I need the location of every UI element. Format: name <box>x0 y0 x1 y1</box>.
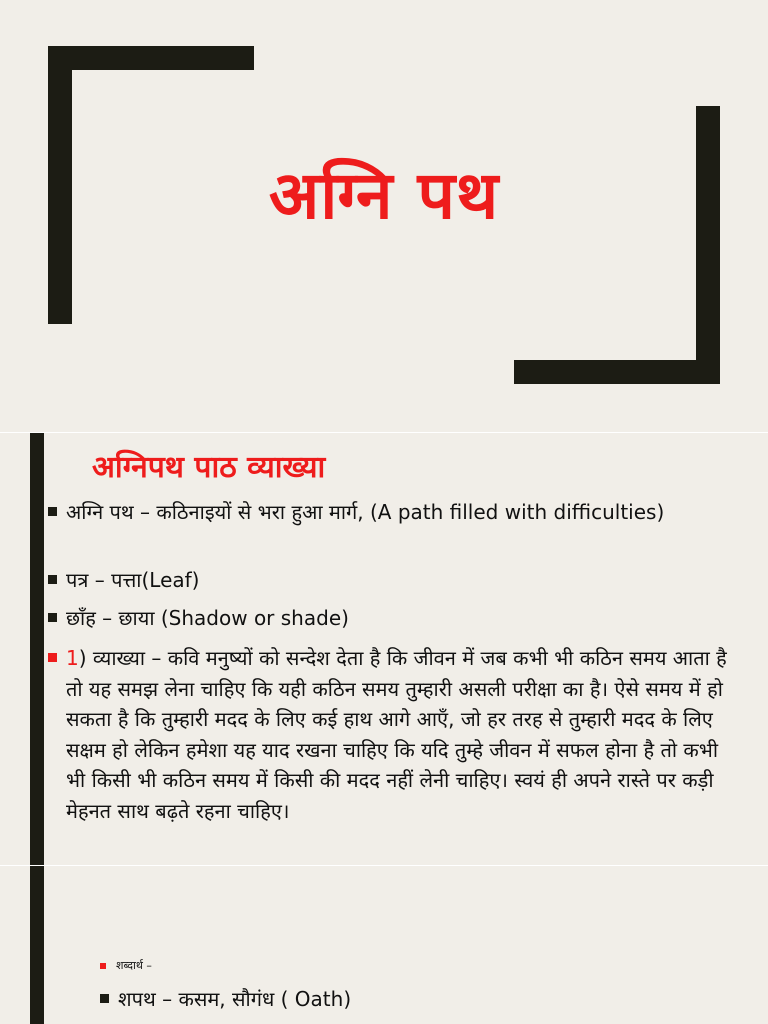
slide-title: अग्नि पथ <box>268 157 500 234</box>
english-meaning: (Leaf) <box>141 568 200 592</box>
accent-bar <box>30 433 44 865</box>
accent-bar <box>30 866 44 1024</box>
word-meanings-slide <box>0 866 768 1024</box>
bracket-bottom-right-horizontal <box>514 360 720 384</box>
term-text: छाँह – छाया <box>66 606 155 630</box>
bracket-top-left-horizontal <box>48 46 254 70</box>
explanation-paragraph <box>48 643 738 826</box>
explanation-text: ) व्याख्या – कवि मनुष्यों को सन्देश देता है कि जीवन में जब कभी भी कठिन समय आता है तो यह समझ लेना चाहिए कि यही कठिन समय तुम्हारी असली परीक्षा का है। ऐसे समय में हो सकता है कि तुम्हारी मदद के लिए कई हाथ आगे आएँ, जो हर तरह से तुम्हारी मदद के लिए सक्षम हो लेकिन हमेशा यह याद रखना चाहिए कि यदि तुम्हे जीवन में सफल होना है तो कभी भी किसी भी कठिन समय में किसी की मदद नहीं लेनी चाहिए। स्वयं ही अपने रास्ते पर कड़ी मेहनत साथ बढ़ते रहना चाहिए। <box>66 646 727 823</box>
english-meaning: ( Oath) <box>274 987 352 1011</box>
term-text: अग्नि पथ – कठिनाइयों से भरा हुआ मार्ग, <box>66 500 364 524</box>
bullet-icon <box>48 653 57 662</box>
bullet-icon <box>48 575 57 584</box>
label-text: शब्दार्थ – <box>116 959 152 972</box>
bullet-icon <box>100 963 106 969</box>
list-item <box>48 497 738 527</box>
word-meanings-label <box>100 958 152 974</box>
section-heading: अग्निपथ पाठ व्याख्या <box>92 450 326 485</box>
term-text: पत्र – पत्ता <box>66 568 142 592</box>
list-item <box>48 565 738 595</box>
list-item <box>48 603 738 633</box>
english-meaning: (A path filled with difficulties) <box>363 500 665 524</box>
title-slide <box>0 0 768 432</box>
explanation-number: 1 <box>66 646 79 670</box>
bullet-icon <box>48 613 57 622</box>
list-item <box>100 984 738 1014</box>
bullet-icon <box>100 994 109 1003</box>
bullet-icon <box>48 507 57 516</box>
explanation-slide <box>0 433 768 865</box>
term-text: शपथ – कसम, सौगंध <box>118 987 275 1011</box>
english-meaning: (Shadow or shade) <box>154 606 349 630</box>
